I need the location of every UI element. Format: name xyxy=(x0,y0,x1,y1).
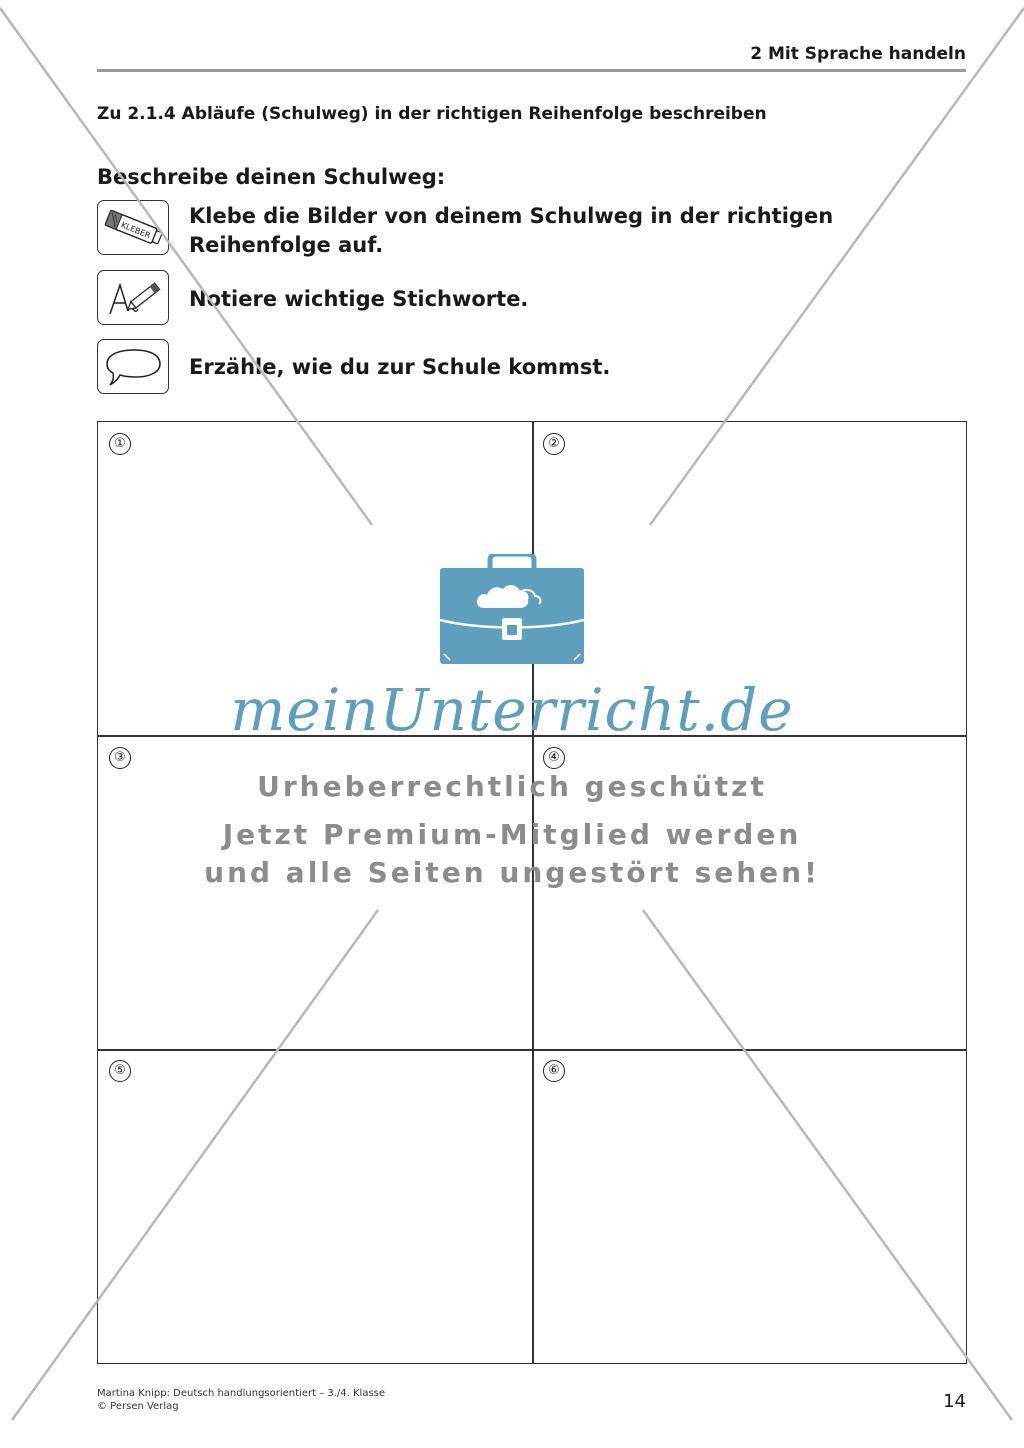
grid-divider-horizontal-2 xyxy=(98,1049,966,1051)
cell-number-6: ⑥ xyxy=(543,1060,565,1082)
task-notes-text: Notiere wichtige Stichworte. xyxy=(189,287,529,311)
pencil-write-icon xyxy=(97,270,169,325)
task-glue-line-2: Reihenfolge auf. xyxy=(189,233,384,257)
footer-publisher: © Persen Verlag xyxy=(97,1401,179,1412)
task-glue-text xyxy=(189,202,833,260)
watermark-brand: meinUnterricht.de xyxy=(230,676,794,744)
watermark-premium-line-2: und alle Seiten ungestört sehen! xyxy=(204,856,820,889)
header-rule xyxy=(97,69,966,72)
cell-number-3: ③ xyxy=(109,747,131,769)
cell-number-1: ① xyxy=(109,433,131,455)
watermark-premium-line-1: Jetzt Premium-Mitglied werden xyxy=(222,818,802,851)
chapter-title: 2 Mit Sprache handeln xyxy=(750,44,966,64)
cell-number-2: ② xyxy=(543,433,565,455)
watermark-copyright: Urheberrechtlich geschützt xyxy=(257,770,767,803)
glue-stick-label: KLEBER xyxy=(119,220,152,241)
footer-author: Martina Knipp: Deutsch handlungsorientiert – 3./4. Klasse xyxy=(97,1388,386,1399)
worksheet-heading: Beschreibe deinen Schulweg: xyxy=(97,165,446,189)
speech-bubble-icon xyxy=(97,339,169,394)
task-glue-line-1: Klebe die Bilder von deinem Schulweg in der richtigen xyxy=(189,204,834,228)
cell-number-5: ⑤ xyxy=(109,1060,131,1082)
footer-credits xyxy=(97,1387,385,1413)
worksheet-subtitle: Zu 2.1.4 Abläufe (Schulweg) in der richtigen Reihenfolge beschreiben xyxy=(97,104,767,124)
page-number: 14 xyxy=(943,1391,966,1412)
task-tell-text: Erzähle, wie du zur Schule kommst. xyxy=(189,355,611,379)
cell-number-4: ④ xyxy=(543,747,565,769)
glue-stick-icon xyxy=(97,200,169,255)
briefcase-cloud-icon xyxy=(440,554,584,666)
